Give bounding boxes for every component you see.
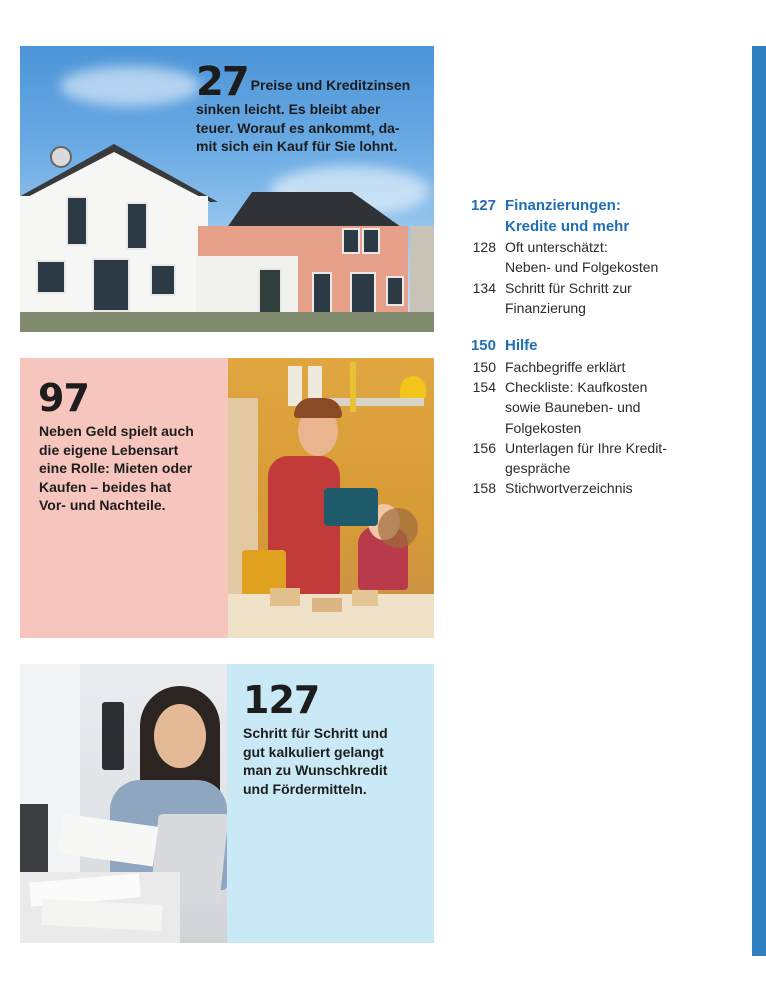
toc-heading-line: Finanzierungen: <box>505 197 621 214</box>
teaser-27-line-1: Preise und Kreditzinsen <box>250 77 411 93</box>
toc-page-number: 150 <box>472 358 496 375</box>
toc-entry-title <box>505 377 742 438</box>
toc-entry-title <box>505 478 742 498</box>
toc-entry-line: Checkliste: Kaufkosten <box>505 378 648 395</box>
toc-heading[interactable] <box>462 336 742 357</box>
toc-heading-title <box>505 196 742 237</box>
toc-entry-line: Folgekosten <box>505 419 582 436</box>
toc-page-number: 127 <box>470 197 496 214</box>
garden <box>20 312 434 332</box>
toc-entry-line: Neben- und Folgekosten <box>505 259 659 276</box>
teaser-97-line: Vor- und Nachteile. <box>39 497 166 514</box>
toc-entry-line: gespräche <box>505 460 571 477</box>
teaser-97-line: eine Rolle: Mieten oder <box>39 460 193 477</box>
toc-entry-title <box>505 357 742 377</box>
toc-entry[interactable] <box>462 278 742 319</box>
teaser-97-text <box>39 422 225 515</box>
toc-heading-line: Kredite und mehr <box>505 217 630 235</box>
toc-page-number: 128 <box>472 239 496 255</box>
toc-entry-line: Stichwortverzeichnis <box>505 480 633 497</box>
toc-entry-line: Fachbegriffe erklärt <box>505 358 626 375</box>
toc-entry-title <box>505 237 742 278</box>
toc-heading[interactable] <box>462 196 742 237</box>
toc-entry-title <box>505 278 742 319</box>
toc-page-number: 154 <box>472 378 496 395</box>
toc-entry[interactable] <box>462 237 742 278</box>
page-number-27: 27 <box>196 59 248 105</box>
toc-entry[interactable] <box>462 377 742 438</box>
toc-entry-line: Oft unterschätzt: <box>505 239 608 255</box>
teaser-97-line: Neben Geld spielt auch <box>39 423 194 439</box>
toc-page-number: 156 <box>472 439 496 456</box>
toc-section-finanzierungen <box>462 196 742 318</box>
teaser-97-line: Kaufen – beides hat <box>39 478 172 495</box>
teaser-97-line: die eigene Lebensart <box>39 441 179 458</box>
toc-page-number: 150 <box>470 337 496 355</box>
teaser-127-line: Schritt für Schritt und <box>243 725 388 741</box>
teaser-27 <box>196 59 432 156</box>
table-of-contents <box>462 196 742 517</box>
teaser-27-line-2: sinken leicht. Es bleibt aber <box>196 101 381 117</box>
toc-section-hilfe <box>462 336 742 499</box>
toc-entry-title <box>505 438 742 479</box>
toc-entry[interactable] <box>462 357 742 377</box>
toc-entry-line: Unterlagen für Ihre Kredit- <box>505 439 667 456</box>
toc-heading-line: Hilfe <box>505 337 538 355</box>
teaser-97 <box>20 358 228 638</box>
toc-entry[interactable] <box>462 438 742 479</box>
toc-entry-line: Schritt für Schritt zur <box>505 279 632 296</box>
toc-page-number: 134 <box>472 279 496 296</box>
teaser-127-text <box>243 724 429 798</box>
teaser-127-line: gut kalkuliert gelangt <box>243 743 384 760</box>
toc-entry-line: Finanzierung <box>505 299 586 316</box>
teaser-127-line: man zu Wunschkredit <box>243 762 388 779</box>
page-number-127: 127 <box>243 678 320 722</box>
teaser-27-line-4: mit sich ein Kauf für Sie lohnt. <box>196 138 398 154</box>
page-number-97: 97 <box>38 376 89 420</box>
teaser-27-line-3: teuer. Worauf es ankommt, da- <box>196 119 400 136</box>
toc-entry[interactable] <box>462 478 742 498</box>
toc-entry-line: sowie Bauneben- und <box>505 399 641 416</box>
teaser-127 <box>227 664 434 943</box>
woman-reading-documents-photo <box>20 664 227 943</box>
toc-page-number: 158 <box>472 480 496 497</box>
father-daughter-workshop-photo <box>228 358 434 638</box>
toc-heading-title <box>505 336 742 357</box>
teaser-127-line: und Fördermitteln. <box>243 780 367 797</box>
accent-side-bar <box>752 46 766 956</box>
